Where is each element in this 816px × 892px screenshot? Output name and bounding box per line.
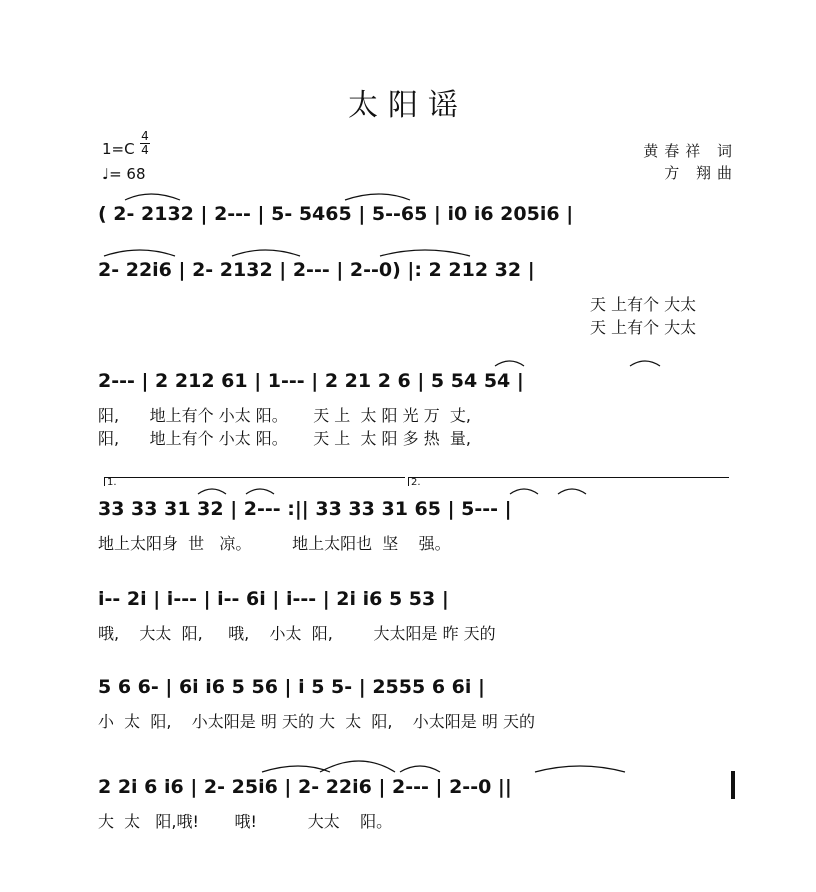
second-ending-bracket: 2.: [408, 477, 729, 486]
lyric-row-3a: 阳, 地上有个 小太 阳。 天 上 太 阳 光 万 丈,: [98, 406, 471, 425]
song-title: 太阳谣: [348, 88, 468, 123]
lyric-row-6: 小 太 阳, 小太阳是 明 天的 大 太 阳, 小太阳是 明 天的: [98, 712, 535, 731]
lyric-row-2a: 天 上有个 大太: [590, 295, 697, 314]
notation-row-1: ( 2- 2132 | 2--- | 5- 5465 | 5--65 | i0 i6 205i6 |: [98, 203, 574, 225]
lyric-row-4: 地上太阳身 世 凉。 地上太阳也 坚 强。: [98, 534, 451, 553]
notation-row-6: 5 6 6- | 6i i6 5 56 | i 5 5- | 2555 6 6i |: [98, 676, 485, 698]
first-ending-bracket: 1.: [104, 477, 405, 486]
time-top: 4: [141, 129, 149, 143]
notation-row-4: 33 33 31 32 | 2--- :|| 33 33 31 65 | 5--- |: [98, 498, 512, 520]
lyric-row-5: 哦, 大太 阳, 哦, 小太 阳, 大太阳是 昨 天的: [98, 624, 496, 643]
notation-row-3: 2--- | 2 212 61 | 1--- | 2 21 2 6 | 5 54 54 |: [98, 370, 524, 392]
notation-row-2: 2- 22i6 | 2- 2132 | 2--- | 2--0) |: 2 212 32 |: [98, 259, 535, 281]
notation-row-7: 2 2i 6 i6 | 2- 25i6 | 2- 22i6 | 2--- | 2--0 ||: [98, 776, 512, 798]
lyric-row-7: 大 太 阳,哦! 哦! 大太 阳。: [98, 812, 393, 831]
lyric-row-3b: 阳, 地上有个 小太 阳。 天 上 太 阳 多 热 量,: [98, 429, 471, 448]
time-bottom: 4: [141, 143, 149, 157]
quarter-note-icon: ♩: [102, 165, 110, 183]
composer: 方 翔曲: [664, 164, 738, 182]
notation-row-5: i-- 2i | i--- | i-- 6i | i--- | 2i i6 5 53 |: [98, 588, 449, 610]
key-label: 1=C: [102, 140, 135, 158]
tempo-value: = 68: [109, 165, 146, 183]
lyricist: 黄春祥 词: [643, 142, 738, 160]
lyric-row-2b: 天 上有个 大太: [590, 318, 697, 337]
